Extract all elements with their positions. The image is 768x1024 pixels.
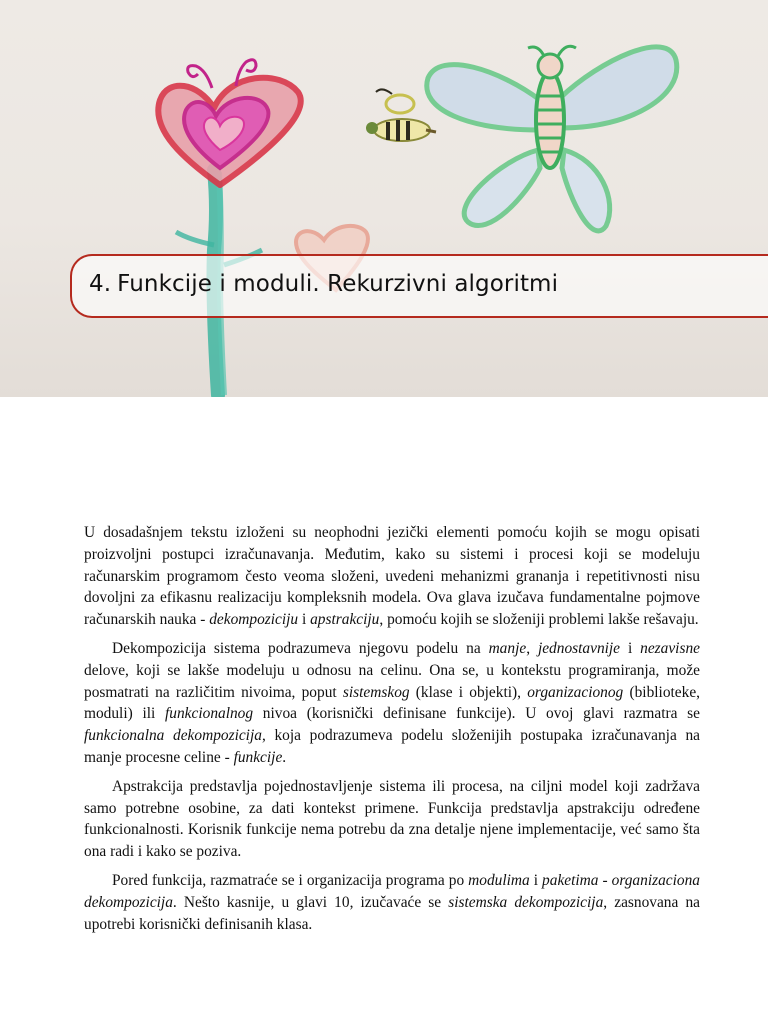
text-run: Pored funkcija, razmatraće se i organizacija programa po bbox=[112, 871, 469, 889]
chapter-intro-text bbox=[84, 522, 700, 942]
text-run: - bbox=[598, 871, 612, 889]
chapter-heading bbox=[89, 266, 558, 302]
emphasized-term: organizaciona dekompozicija bbox=[84, 871, 700, 911]
emphasized-term: funkcionalnog bbox=[165, 705, 254, 723]
paragraph bbox=[84, 522, 700, 631]
paragraph bbox=[84, 870, 700, 935]
text-run: . bbox=[282, 748, 287, 766]
emphasized-term: organizacionog bbox=[527, 683, 624, 701]
text-run: , bbox=[526, 639, 538, 657]
emphasized-term: paketima bbox=[542, 871, 599, 889]
text-run: nivoa (korisnički definisane funkcije). U ovoj glavi razmatra se bbox=[253, 705, 700, 723]
bee bbox=[366, 89, 436, 141]
text-run: , zasnovana na upotrebi korisnički definisanih klasa. bbox=[84, 893, 700, 933]
child-drawing-image bbox=[0, 0, 768, 397]
paragraph bbox=[84, 638, 700, 769]
emphasized-term: sistemskog bbox=[342, 683, 410, 701]
text-run: Dekompozicija sistema podrazumeva njegovu podelu na bbox=[112, 639, 489, 657]
emphasized-term: sistemska dekompozicija bbox=[448, 893, 604, 911]
paragraph bbox=[84, 776, 700, 863]
emphasized-term: jednostavnije bbox=[537, 639, 621, 657]
emphasized-term: dekompoziciju bbox=[209, 611, 299, 629]
emphasized-term: modulima bbox=[468, 871, 530, 889]
text-run: , koja podrazumeva podelu složenijih postupaka izračunavanja na manje procesne celine - bbox=[84, 727, 700, 766]
text-run: , pomoću kojih se složeniji problemi lakše rešavaju. bbox=[379, 611, 699, 629]
emphasized-term: funkcije bbox=[233, 748, 283, 766]
text-run: . Nešto kasnije, u glavi 10, izučavaće se bbox=[172, 893, 449, 911]
text-run: i bbox=[620, 639, 641, 657]
chapter-header-illustration bbox=[0, 0, 768, 397]
text-run: delove, koji se lakše modeluju u odnosu na celinu. Ona se, u kontekstu programiranja, može posmatrati na različitim nivoima, poput bbox=[84, 661, 700, 701]
text-run: (klase i objekti), bbox=[409, 683, 528, 701]
text-run: Apstrakcija predstavlja pojednostavljenje sistema ili procesa, na ciljni model koji zadržava samo potrebne osobine, za dati kontekst primene. Funkcija predstavlja apstrakciju određene funkcionalnosti. Korisnik funkcije nema potrebu da zna detalje njene implementacije, već samo šta ona radi i kako se poziva. bbox=[84, 777, 700, 861]
butterfly bbox=[427, 46, 677, 231]
chapter-number: 4. bbox=[89, 271, 112, 297]
emphasized-term: nezavisne bbox=[640, 639, 700, 657]
emphasized-term: apstrakciju bbox=[310, 611, 380, 629]
emphasized-term: funkcionalna dekompozicija bbox=[84, 727, 262, 745]
text-run: (biblioteke, moduli) ili bbox=[84, 683, 701, 723]
text-run: i bbox=[298, 611, 311, 629]
chapter-title-text: Funkcije i moduli. Rekurzivni algoritmi bbox=[117, 271, 559, 297]
heart-flower bbox=[158, 60, 300, 185]
text-run: U dosadašnjem tekstu izloženi su neophodni jezički elementi pomoću kojih se mogu opisati proizvoljni postupci izračunavanja. Međutim, kako su sistemi i procesi koji se modeluju računarskim programom često veoma složeni, uvedeni mehanizmi grananja i repetitivnosti nisu dovoljni za efikasnu realizaciju kompleksnih modela. Ova glava izučava fundamentalne pojmove računarskih nauka - bbox=[84, 524, 700, 629]
emphasized-term: manje bbox=[488, 639, 527, 657]
text-run: i bbox=[529, 871, 543, 889]
